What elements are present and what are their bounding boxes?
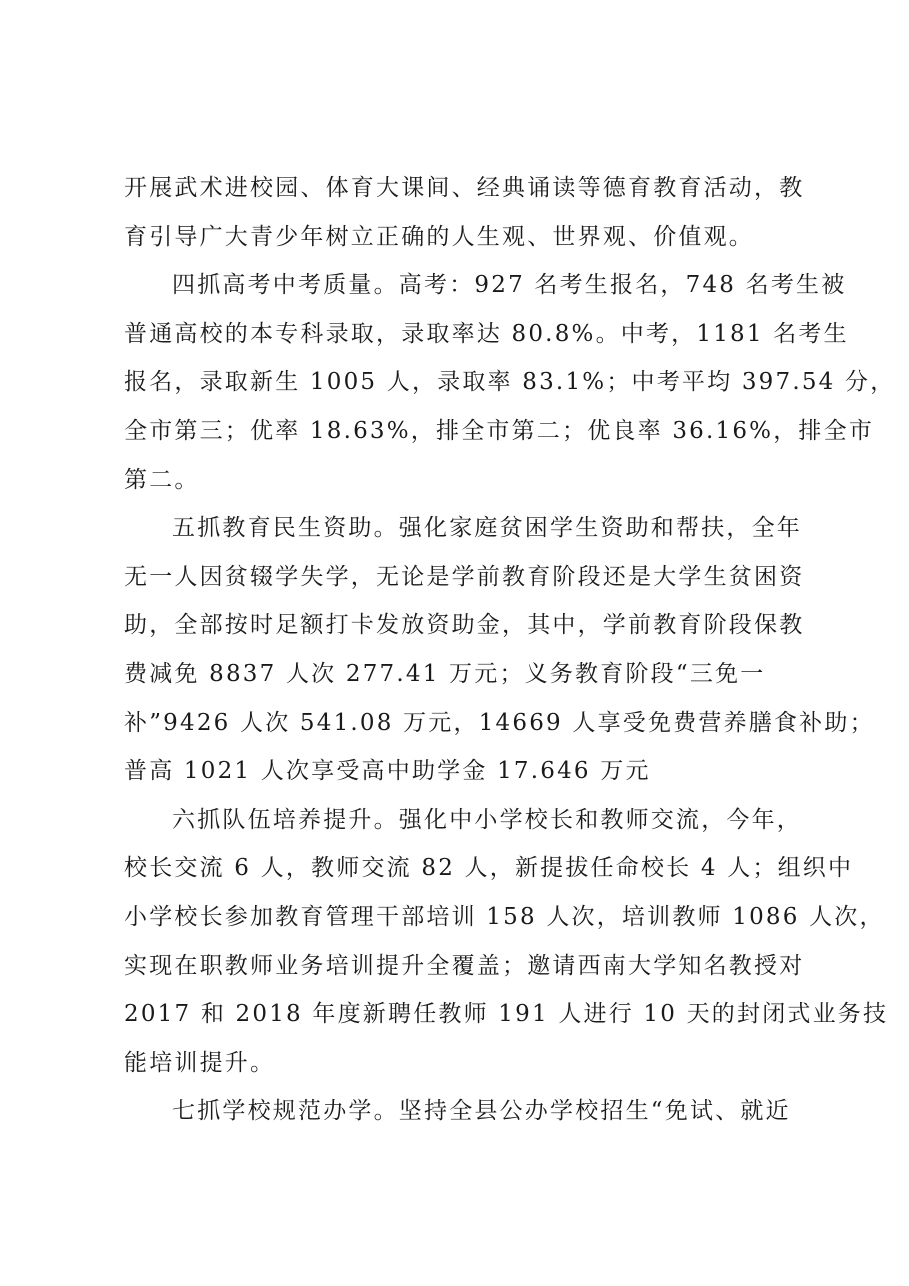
paragraph-moral-education [124, 164, 804, 261]
paragraph-exam-quality [124, 261, 896, 504]
text-line: 第二。 [124, 466, 200, 493]
document-body [124, 164, 896, 1136]
paragraph-student-aid [124, 504, 875, 796]
text-line: 能培训提升。 [124, 1049, 276, 1076]
text-line: 费减免 8837 人次 277.41 万元；义务教育阶段“三免一 [124, 660, 766, 687]
text-line: 校长交流 6 人，教师交流 82 人，新提拔任命校长 4 人；组织中 [124, 855, 854, 882]
text-line: 六抓队伍培养提升。强化中小学校长和教师交流，今年， [172, 806, 802, 833]
text-line: 开展武术进校园、体育大课间、经典诵读等德育教育活动，教 [124, 175, 805, 201]
text-line: 育引导广大青少年树立正确的人生观、世界观、价值观。 [124, 223, 754, 250]
text-line: 四抓高考中考质量。高考：927 名考生报名，748 名考生被 [172, 272, 847, 299]
text-line: 无一人因贫辍学失学，无论是学前教育阶段还是大学生贫困资 [124, 563, 805, 590]
text-line: 普高 1021 人次享受高中助学金 17.646 万元 [124, 758, 651, 785]
text-line: 小学校长参加教育管理干部培训 158 人次，培训教师 1086 人次， [124, 903, 885, 930]
text-line: 助，全部按时足额打卡发放资助金，其中，学前教育阶段保教 [124, 612, 805, 639]
text-line: 报名，录取新生 1005 人，录取率 83.1%；中考平均 397.54 分， [124, 369, 896, 396]
text-line: 2017 和 2018 年度新聘任教师 191 人进行 10 天的封闭式业务技 [124, 1001, 889, 1028]
text-line: 实现在职教师业务培训提升全覆盖；邀请西南大学知名教授对 [124, 952, 805, 979]
text-line: 补”9426 人次 541.08 万元，14669 人享受免费营养膳食补助； [124, 709, 875, 736]
paragraph-school-regulation [124, 1087, 804, 1136]
text-line: 五抓教育民生资助。强化家庭贫困学生资助和帮扶，全年 [172, 515, 802, 542]
paragraph-teacher-training [124, 796, 889, 1088]
text-line: 普通高校的本专科录取，录取率达 80.8%。中考，1181 名考生 [124, 320, 849, 347]
text-line: 七抓学校规范办学。坚持全县公办学校招生“免试、就近 [172, 1098, 791, 1125]
text-line: 全市第三；优率 18.63%，排全市第二；优良率 36.16%，排全市 [124, 417, 875, 444]
